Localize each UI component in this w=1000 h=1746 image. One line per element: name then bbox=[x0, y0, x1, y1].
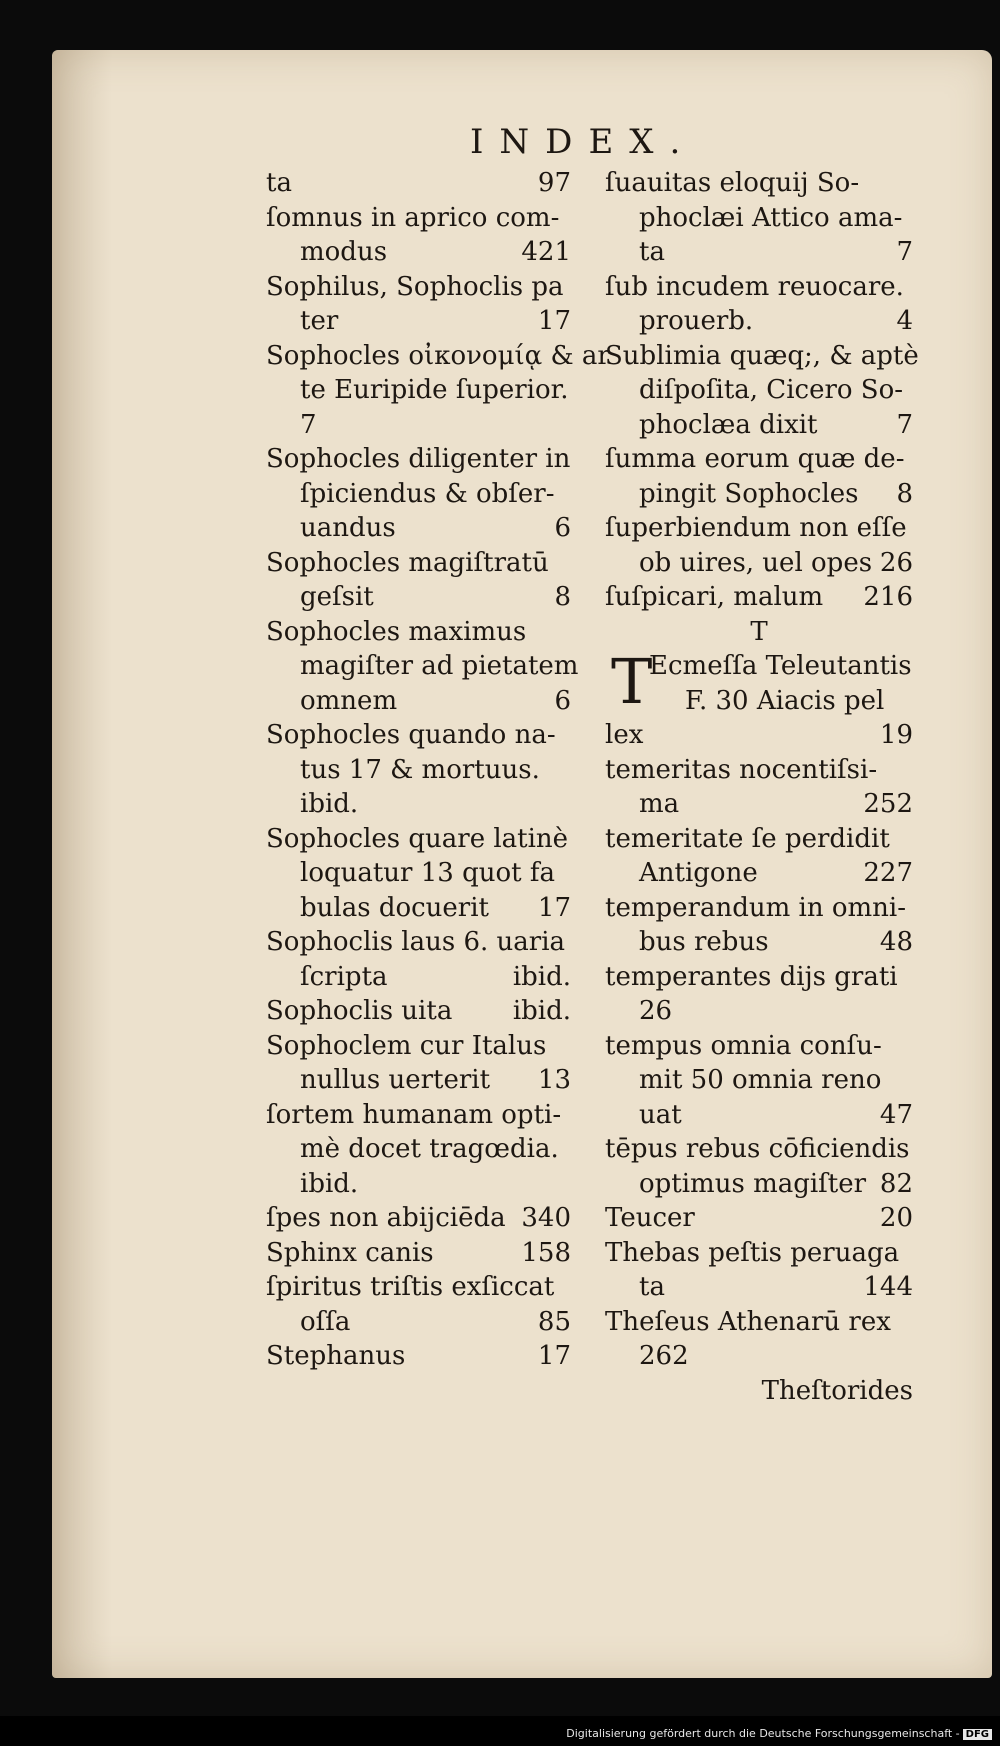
index-entry-line bbox=[266, 960, 571, 995]
index-entry-line bbox=[266, 1063, 571, 1098]
index-entry-line bbox=[605, 373, 913, 408]
entry-text: ſpes non abijciēda bbox=[266, 1203, 506, 1233]
entry-text: temperantes dijs grati bbox=[605, 961, 898, 992]
index-entry-line bbox=[266, 1029, 571, 1064]
index-entry-line bbox=[266, 580, 571, 615]
index-entry-line bbox=[605, 201, 913, 236]
index-entry-line bbox=[605, 1201, 913, 1236]
page-reference: 7 bbox=[896, 409, 913, 440]
entry-text: pingit Sophocles bbox=[639, 478, 859, 509]
index-entry-line bbox=[266, 235, 571, 270]
entry-text: Antigone bbox=[639, 858, 758, 888]
page-reference: 158 bbox=[521, 1237, 571, 1268]
right-column-bottom bbox=[605, 718, 913, 1374]
entry-text: tempus omnia conſu- bbox=[605, 1030, 882, 1061]
page-reference: 6 bbox=[554, 685, 571, 716]
entry-text: lex bbox=[605, 720, 644, 750]
entry-text: ibid. bbox=[300, 1168, 359, 1199]
dropcap-line-2 bbox=[685, 684, 913, 719]
dropcap-line-1-text: Ecmeſſa Teleutantis bbox=[649, 651, 912, 681]
index-entry-line bbox=[605, 822, 913, 857]
index-entry-line bbox=[266, 201, 571, 236]
page-reference: 421 bbox=[521, 237, 571, 267]
entry-text: ſuperbiendum non eſſe bbox=[605, 513, 907, 543]
page-reference: 7 bbox=[896, 237, 913, 267]
index-entry-line bbox=[266, 1305, 571, 1340]
page-header: INDEX. bbox=[470, 122, 697, 162]
dropcap-line-2-text: F. 30 Aiacis pel bbox=[685, 685, 885, 716]
page-reference: 17 bbox=[537, 1341, 571, 1371]
entry-text: te Euripide ſuperior. bbox=[300, 375, 569, 405]
index-entry-line bbox=[605, 960, 913, 995]
page-reference: 8 bbox=[554, 582, 571, 612]
index-entry-line bbox=[266, 649, 579, 684]
entry-text: Sophocles maximus bbox=[266, 616, 527, 647]
index-entry-line bbox=[266, 856, 571, 891]
entry-text: Sophoclis uita bbox=[266, 996, 453, 1026]
page-reference: 20 bbox=[879, 1203, 913, 1233]
index-entry-line bbox=[605, 1339, 913, 1374]
page-reference: ibid. bbox=[512, 961, 571, 992]
entry-text: ſub incudem reuocare. bbox=[605, 271, 904, 302]
index-entry-line bbox=[266, 684, 571, 719]
catchword: Theſtorides bbox=[761, 1375, 913, 1406]
index-entry-line bbox=[605, 408, 913, 443]
right-column-top bbox=[605, 166, 919, 615]
entry-text: prouerb. bbox=[639, 306, 754, 336]
index-entry-line bbox=[605, 339, 919, 374]
index-entry-line bbox=[266, 822, 571, 857]
gutter-shadow bbox=[52, 50, 112, 1678]
page-reference: 19 bbox=[879, 720, 913, 750]
index-entry-line bbox=[605, 442, 913, 477]
entry-text: nullus uerterit bbox=[300, 1065, 491, 1095]
index-entry-line bbox=[605, 1236, 913, 1271]
dropcap-entry bbox=[605, 645, 913, 718]
entry-text: ſuſpicari, malum bbox=[605, 582, 824, 612]
index-entry-line bbox=[605, 1270, 913, 1305]
index-entry-line bbox=[266, 373, 571, 408]
entry-text: Sophocles οἰκονομίᾳ & ar bbox=[266, 340, 610, 371]
index-entry-line bbox=[266, 1132, 571, 1167]
index-entry-line bbox=[266, 1339, 571, 1374]
page-reference: 340 bbox=[521, 1203, 571, 1233]
entry-text: uat bbox=[639, 1099, 682, 1130]
page-reference: 252 bbox=[863, 789, 913, 819]
dfg-logo: DFG bbox=[963, 1729, 992, 1740]
page-reference: 227 bbox=[863, 858, 913, 888]
entry-text: ibid. bbox=[300, 789, 359, 819]
entry-text: ta bbox=[639, 1272, 665, 1302]
entry-text: loquatur 13 quot fa bbox=[300, 858, 555, 888]
dropcap-line-1 bbox=[649, 649, 913, 684]
index-entry-line bbox=[266, 1270, 571, 1305]
index-entry-line bbox=[605, 787, 913, 822]
funding-footer bbox=[566, 1727, 992, 1740]
entry-text: Sophocles magiſtratū bbox=[266, 547, 549, 578]
index-entry-line bbox=[266, 339, 610, 374]
page-reference: 82 bbox=[879, 1168, 913, 1199]
entry-text: Sphinx canis bbox=[266, 1237, 434, 1268]
entry-text: modus bbox=[300, 237, 388, 267]
entry-text: ſuauitas eloquij So- bbox=[605, 168, 860, 198]
index-entry-line bbox=[266, 1098, 571, 1133]
entry-text: Sublimia quæq;, & aptè bbox=[605, 340, 919, 371]
entry-text: ſpiritus triſtis exſiccat bbox=[266, 1272, 555, 1302]
entry-text: geſsit bbox=[300, 582, 374, 612]
page-reference: 216 bbox=[863, 582, 913, 612]
entry-text: optimus magiſter bbox=[639, 1168, 867, 1199]
page-reference: 13 bbox=[537, 1065, 571, 1095]
index-entry-line bbox=[266, 753, 571, 788]
entry-text: mit 50 omnia reno bbox=[639, 1065, 882, 1095]
index-entry-line bbox=[605, 891, 913, 926]
entry-text: ſumma eorum quæ de- bbox=[605, 444, 905, 474]
entry-text: Stephanus bbox=[266, 1341, 406, 1371]
entry-text: Teucer bbox=[605, 1203, 695, 1233]
index-entry-line bbox=[605, 1167, 913, 1202]
index-entry-line bbox=[605, 477, 913, 512]
page-reference: 17 bbox=[537, 892, 571, 923]
entry-text: ſortem humanam opti- bbox=[266, 1099, 562, 1130]
index-entry-line bbox=[266, 994, 571, 1029]
entry-text: Sophocles diligenter in bbox=[266, 444, 571, 474]
page-reference: 48 bbox=[879, 927, 913, 957]
page-reference: ibid. bbox=[512, 996, 571, 1026]
entry-text: bus rebus bbox=[639, 927, 769, 957]
entry-text: tus 17 & mortuus. bbox=[300, 754, 540, 785]
entry-text: ta bbox=[266, 168, 292, 198]
index-entry-line bbox=[266, 891, 571, 926]
dropcap-letter: T bbox=[611, 645, 653, 718]
index-entry-line bbox=[605, 511, 913, 546]
index-entry-line bbox=[605, 546, 913, 581]
entry-text: Sophoclem cur Italus bbox=[266, 1030, 547, 1061]
entry-text: temeritas nocentiſsi- bbox=[605, 754, 878, 785]
entry-text: temeritate ſe perdidit bbox=[605, 823, 890, 854]
index-entry-line bbox=[605, 1098, 913, 1133]
index-entry-line bbox=[266, 442, 571, 477]
index-entry-line bbox=[605, 235, 913, 270]
index-entry-line bbox=[266, 718, 571, 753]
entry-text: magiſter ad pietatem bbox=[300, 651, 579, 681]
letter-heading: T bbox=[750, 616, 768, 647]
index-entry-line bbox=[605, 753, 913, 788]
footer-text: Digitalisierung gefördert durch die Deutsche Forschungsgemeinschaft - bbox=[566, 1727, 960, 1740]
index-entry-line bbox=[605, 166, 913, 201]
index-entry-line bbox=[605, 925, 913, 960]
entry-text: ſomnus in aprico com- bbox=[266, 202, 560, 233]
index-entry-line bbox=[605, 1132, 913, 1167]
index-entry-line bbox=[266, 477, 571, 512]
entry-text: ter bbox=[300, 306, 339, 336]
index-entry-line bbox=[266, 166, 571, 201]
entry-text: 262 bbox=[639, 1341, 689, 1371]
page-reference: 6 bbox=[554, 513, 571, 543]
entry-text: Sophocles quare latinè bbox=[266, 823, 569, 854]
index-entry-line bbox=[605, 304, 913, 339]
index-entry-line bbox=[605, 994, 913, 1029]
index-entry-line bbox=[605, 580, 913, 615]
index-entry-line bbox=[266, 408, 571, 443]
index-entry-line bbox=[266, 1236, 571, 1271]
entry-text: bulas docuerit bbox=[300, 892, 489, 923]
entry-text: 7 bbox=[300, 409, 317, 440]
index-entry-line bbox=[605, 856, 913, 891]
entry-text: Thebas peſtis peruaga bbox=[605, 1237, 900, 1268]
page-reference: 47 bbox=[879, 1099, 913, 1130]
page-reference: 85 bbox=[537, 1306, 571, 1337]
page-reference: 97 bbox=[537, 168, 571, 198]
entry-text: oſſa bbox=[300, 1306, 351, 1337]
entry-text: phoclæa dixit bbox=[639, 409, 818, 440]
index-entry-line bbox=[266, 546, 571, 581]
entry-text: temperandum in omni- bbox=[605, 892, 906, 923]
entry-text: ta bbox=[639, 237, 665, 267]
index-entry-line bbox=[266, 787, 571, 822]
index-entry-line bbox=[605, 1305, 913, 1340]
index-entry-line bbox=[266, 1201, 571, 1236]
index-entry-line bbox=[266, 1167, 571, 1202]
page-reference: 17 bbox=[537, 306, 571, 336]
entry-text: Theſeus Athenarū rex bbox=[605, 1306, 891, 1337]
index-column-left bbox=[266, 166, 610, 1374]
entry-text: Sophocles quando na- bbox=[266, 720, 556, 750]
entry-text: ma bbox=[639, 789, 680, 819]
index-entry-line bbox=[266, 925, 571, 960]
index-entry-line bbox=[266, 270, 571, 305]
entry-text: omnem bbox=[300, 685, 398, 716]
page-reference: 144 bbox=[863, 1272, 913, 1302]
index-entry-line bbox=[605, 1063, 913, 1098]
entry-text: tēpus rebus cōficiendis bbox=[605, 1134, 910, 1164]
entry-text: ſcripta bbox=[300, 961, 388, 992]
entry-text: phoclæi Attico ama- bbox=[639, 202, 903, 233]
index-entry-line bbox=[605, 718, 913, 753]
entry-text: diſpoſita, Cicero So- bbox=[639, 375, 904, 405]
index-entry-line bbox=[266, 511, 571, 546]
index-entry-line bbox=[605, 1029, 913, 1064]
entry-text: uandus bbox=[300, 513, 396, 543]
entry-text: ob uires, uel opes bbox=[639, 547, 873, 578]
entry-text: 26 bbox=[639, 996, 673, 1026]
page-reference: 4 bbox=[896, 306, 913, 336]
index-entry-line bbox=[605, 270, 913, 305]
index-entry-line bbox=[266, 304, 571, 339]
page-reference: 26 bbox=[879, 547, 913, 578]
entry-text: Sophoclis laus 6. uaria bbox=[266, 927, 566, 957]
index-column-right bbox=[605, 166, 919, 1406]
entry-text: mè docet tragœdia. bbox=[300, 1134, 559, 1164]
entry-text: ſpiciendus & obſer- bbox=[300, 478, 555, 509]
entry-text: Sophilus, Sophoclis pa bbox=[266, 271, 564, 302]
page-reference: 8 bbox=[896, 478, 913, 509]
index-entry-line bbox=[266, 615, 571, 650]
